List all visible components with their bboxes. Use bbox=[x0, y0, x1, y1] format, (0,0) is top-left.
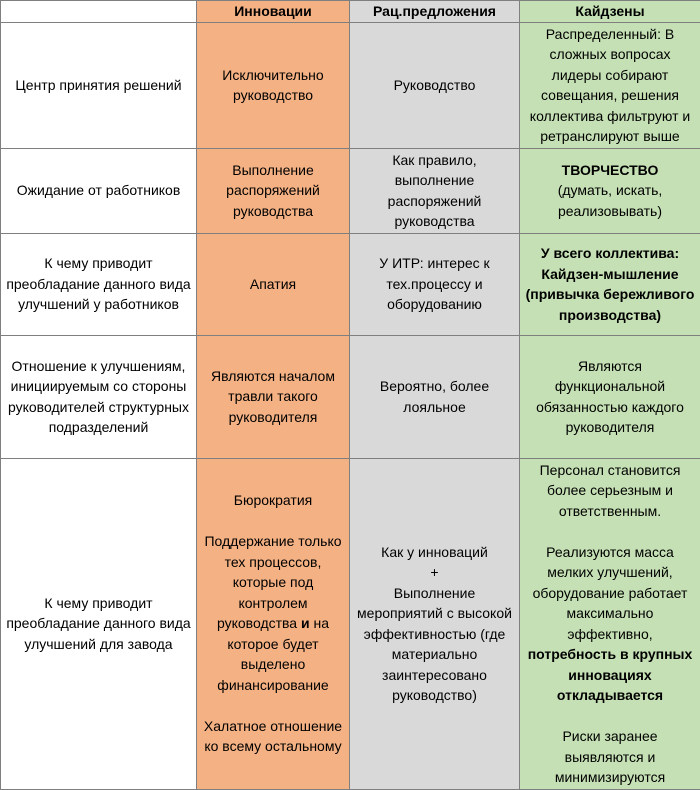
row-label: К чему приводит преобладание данного вида улучшений для завода bbox=[1, 458, 197, 789]
innovations-negligence: Халатное отношение ко всему остальному bbox=[201, 716, 345, 757]
header-innovations: Инновации bbox=[197, 1, 350, 23]
kaizen-cell: Являются функциональной обязанностью каждого руководителя bbox=[520, 335, 700, 458]
proposals-cell: Вероятно, более лояльное bbox=[350, 335, 520, 458]
proposals-same: Как у инноваций bbox=[354, 542, 515, 563]
innovations-cell bbox=[197, 458, 350, 789]
proposals-cell: Руководство bbox=[350, 22, 520, 148]
table-row bbox=[1, 148, 700, 233]
header-kaizen: Кайдзены bbox=[520, 1, 700, 23]
innovations-cell: Выполнение распоряжений руководства bbox=[197, 148, 350, 233]
table-row bbox=[1, 233, 700, 335]
innovations-maintenance-and: и bbox=[301, 615, 310, 631]
proposals-plus: + bbox=[354, 562, 515, 583]
kaizen-cell: Распределенный: В сложных вопросах лидеры собирают совещания, решения коллектива фильтруют и ретранслируют выше bbox=[520, 22, 700, 148]
innovations-maintenance-c: на которое будет выделено финансирование bbox=[217, 615, 329, 693]
kaizen-improvements-text: Реализуются масса мелких улучшений, оборудование работает максимально эффективно, bbox=[533, 544, 688, 642]
innovations-cell: Апатия bbox=[197, 233, 350, 335]
proposals-cell bbox=[350, 458, 520, 789]
kaizen-risks: Риски заранее выявляются и минимизируются bbox=[524, 726, 696, 788]
proposals-cell: Как правило, выполнение распоряжений руководства bbox=[350, 148, 520, 233]
innovations-cell: Являются началом травли такого руководителя bbox=[197, 335, 350, 458]
kaizen-improvements bbox=[524, 542, 696, 706]
table-row bbox=[1, 22, 700, 148]
proposals-efficiency: Выполнение мероприятий с высокой эффективностью (где материально заинтересовано руководство) bbox=[354, 583, 515, 706]
row-label: Ожидание от работников bbox=[1, 148, 197, 233]
header-empty bbox=[1, 1, 197, 23]
innovations-bureaucracy: Бюрократия bbox=[201, 490, 345, 511]
innovations-cell: Исключительно руководство bbox=[197, 22, 350, 148]
table-row bbox=[1, 458, 700, 789]
row-label: Центр принятия решений bbox=[1, 22, 197, 148]
kaizen-cell bbox=[520, 458, 700, 789]
kaizen-creativity-detail: (думать, искать, реализовывать) bbox=[524, 180, 696, 221]
kaizen-staff: Персонал становится более серьезным и ответственным. bbox=[524, 460, 696, 522]
innovations-maintenance bbox=[201, 531, 345, 695]
header-row bbox=[1, 1, 700, 23]
row-label: К чему приводит преобладание данного вида улучшений у работников bbox=[1, 233, 197, 335]
proposals-cell: У ИТР: интерес к тех.процессу и оборудованию bbox=[350, 233, 520, 335]
header-proposals: Рац.предложения bbox=[350, 1, 520, 23]
kaizen-improvements-bold: потребность в крупных инновациях откладывается bbox=[528, 646, 693, 703]
kaizen-cell bbox=[520, 148, 700, 233]
innovations-maintenance-a: Поддержание только тех процессов, которые под контролем руководства bbox=[204, 533, 341, 631]
kaizen-cell: У всего коллектива: Кайдзен-мышление (привычка бережливого производства) bbox=[520, 233, 700, 335]
row-label: Отношение к улучшениям, инициируемым со стороны руководителей структурных подразделений bbox=[1, 335, 197, 458]
kaizen-creativity-text: ТВОРЧЕСТВО bbox=[524, 160, 696, 181]
table-row bbox=[1, 335, 700, 458]
